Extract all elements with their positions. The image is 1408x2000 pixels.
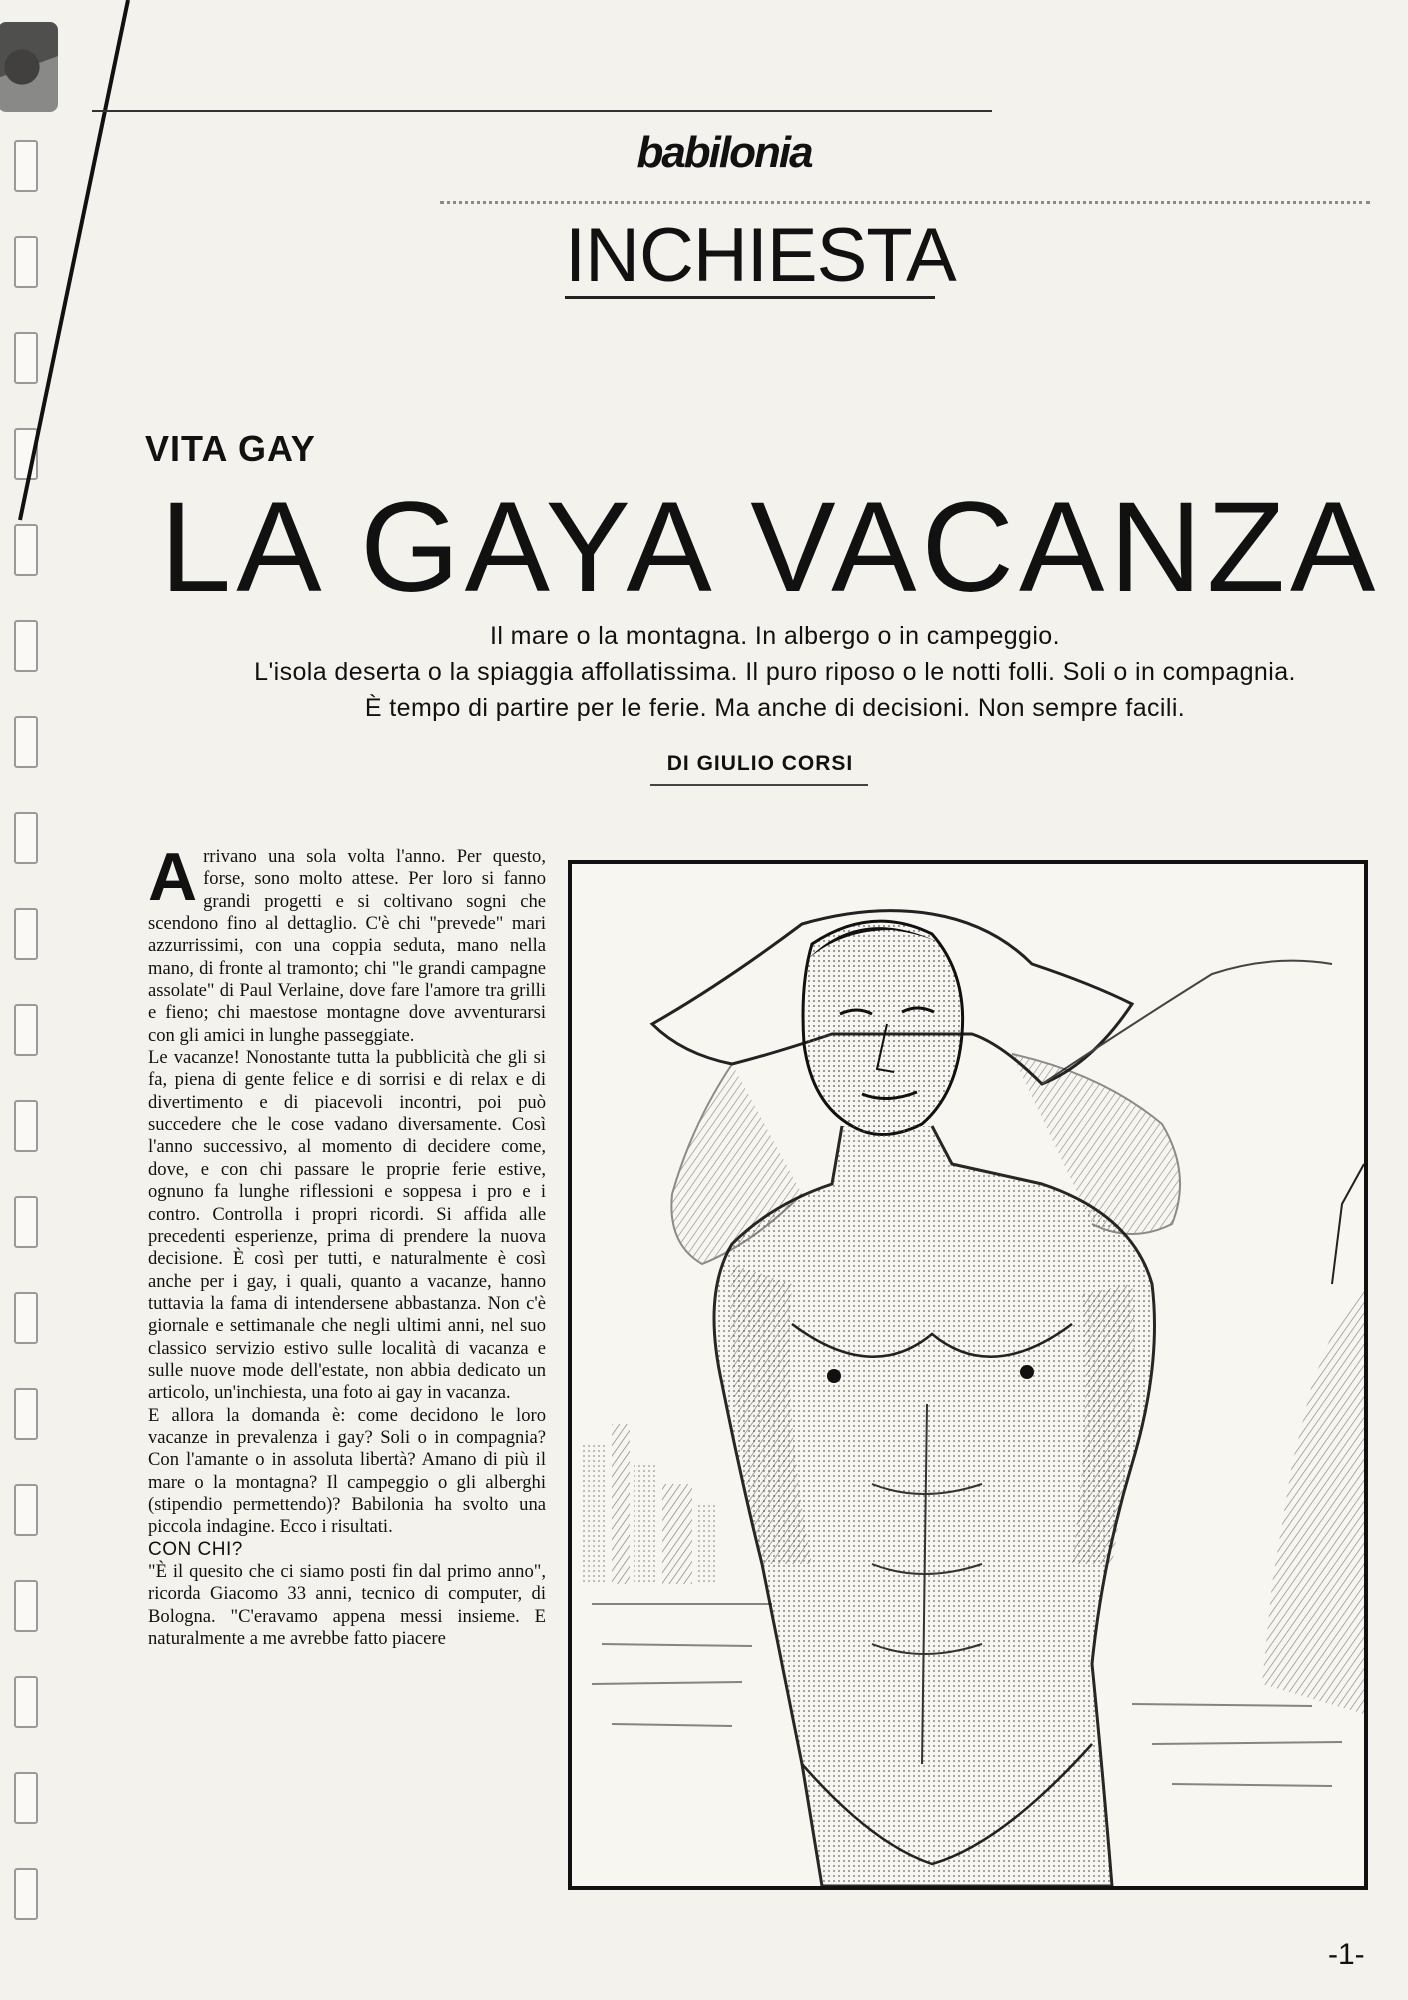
punch-hole bbox=[14, 1772, 38, 1824]
standfirst-line: L'isola deserta o la spiaggia affollatissima. Il puro riposo o le notti folli. Soli o in compagnia. bbox=[254, 658, 1296, 686]
drop-cap: A bbox=[148, 839, 198, 915]
punch-hole bbox=[14, 812, 38, 864]
punch-hole bbox=[14, 1388, 38, 1440]
scan-edge-line bbox=[0, 0, 140, 560]
punch-hole bbox=[14, 1868, 38, 1920]
punch-hole bbox=[14, 1676, 38, 1728]
article-standfirst bbox=[240, 618, 1310, 726]
byline-rule bbox=[650, 784, 868, 786]
punch-hole bbox=[14, 716, 38, 768]
article-headline: LA GAYA VACANZA bbox=[160, 476, 1381, 619]
standfirst-line: È tempo di partire per le ferie. Ma anche di decisioni. Non sempre facili. bbox=[364, 694, 1186, 722]
article-body bbox=[148, 839, 546, 1650]
punch-hole bbox=[14, 1004, 38, 1056]
top-rule bbox=[92, 110, 992, 112]
illustration-drawing bbox=[572, 864, 1364, 1886]
article-kicker: VITA GAY bbox=[145, 428, 316, 469]
punch-hole bbox=[14, 1196, 38, 1248]
punch-hole bbox=[14, 1580, 38, 1632]
punch-hole bbox=[14, 1292, 38, 1344]
magazine-name: babilonia bbox=[636, 128, 812, 177]
body-paragraph: "È il quesito che ci siamo posti fin dal primo anno", ricorda Giacomo 33 anni, tecnico di computer, di Bologna. "C'eravamo appena messi insieme. E naturalmente a me avrebbe fatto piacere bbox=[148, 1561, 546, 1650]
body-subhead: CON CHI? bbox=[148, 1538, 243, 1560]
illustration bbox=[568, 860, 1368, 1890]
section-title: INCHIESTA bbox=[565, 213, 956, 298]
dotted-rule bbox=[440, 201, 1370, 204]
body-paragraph: rrivano una sola volta l'anno. Per questo, forse, sono molto attese. Per loro si fanno grandi progetti e si coltivano sogni che scendono fino al dettaglio. C'è chi "prevede" mari azzurrissimi, con una coppia seduta, mano nella mano, di fronte al tramonto; chi "le grandi campagne assolate" di Paul Verlaine, dove fare l'amore tra grilli e fieno; chi maestose montagne dove avventurarsi con gli amici in lunghe passeggiate. bbox=[148, 846, 546, 1046]
body-paragraph: E allora la domanda è: come decidono le loro vacanze in prevalenza i gay? Soli o in compagnia? Con l'amante o in assoluta libertà? Amano di più il mare o la montagna? Il campeggio o gli alberghi (stipendio permettendo)? Babilonia ha svolto una piccola indagine. Ecco i risultati. bbox=[148, 1404, 546, 1538]
section-rule bbox=[565, 296, 935, 299]
punch-hole bbox=[14, 1484, 38, 1536]
body-paragraph: Le vacanze! Nonostante tutta la pubblicità che gli si fa, piena di gente felice e di sorrisi e di relax e di divertimento e di piacevoli incontri, poi può succedere che le cose vadano diversamente. Così l'anno successivo, al momento di decidere come, dove, e con chi passare le proprie ferie estive, ognuno fa lunghe riflessioni e soppesa i pro e i contro. Controlla i propri ricordi. Si affida alle precedenti esperienze, prima di prendere la nuova decisione. È così per tutti, e naturalmente è così anche per i gay, i quali, quanto a vacanze, hanno tuttavia la fama di intendersene abbastanza. Non c'è giornale e settimanale che negli ultimi anni, nel suo classico servizio estivo sulle località di vacanza e sulle nuove mode dell'estate, non abbia dedicato un articolo, un'inchiesta, una foto ai gay in vacanza. bbox=[148, 1047, 546, 1404]
standfirst-line: Il mare o la montagna. In albergo o in campeggio. bbox=[490, 622, 1060, 650]
page-number: -1- bbox=[1328, 1938, 1365, 1971]
punch-hole bbox=[14, 620, 38, 672]
punch-hole bbox=[14, 1100, 38, 1152]
punch-hole bbox=[14, 908, 38, 960]
byline: DI GIULIO CORSI bbox=[666, 752, 854, 775]
